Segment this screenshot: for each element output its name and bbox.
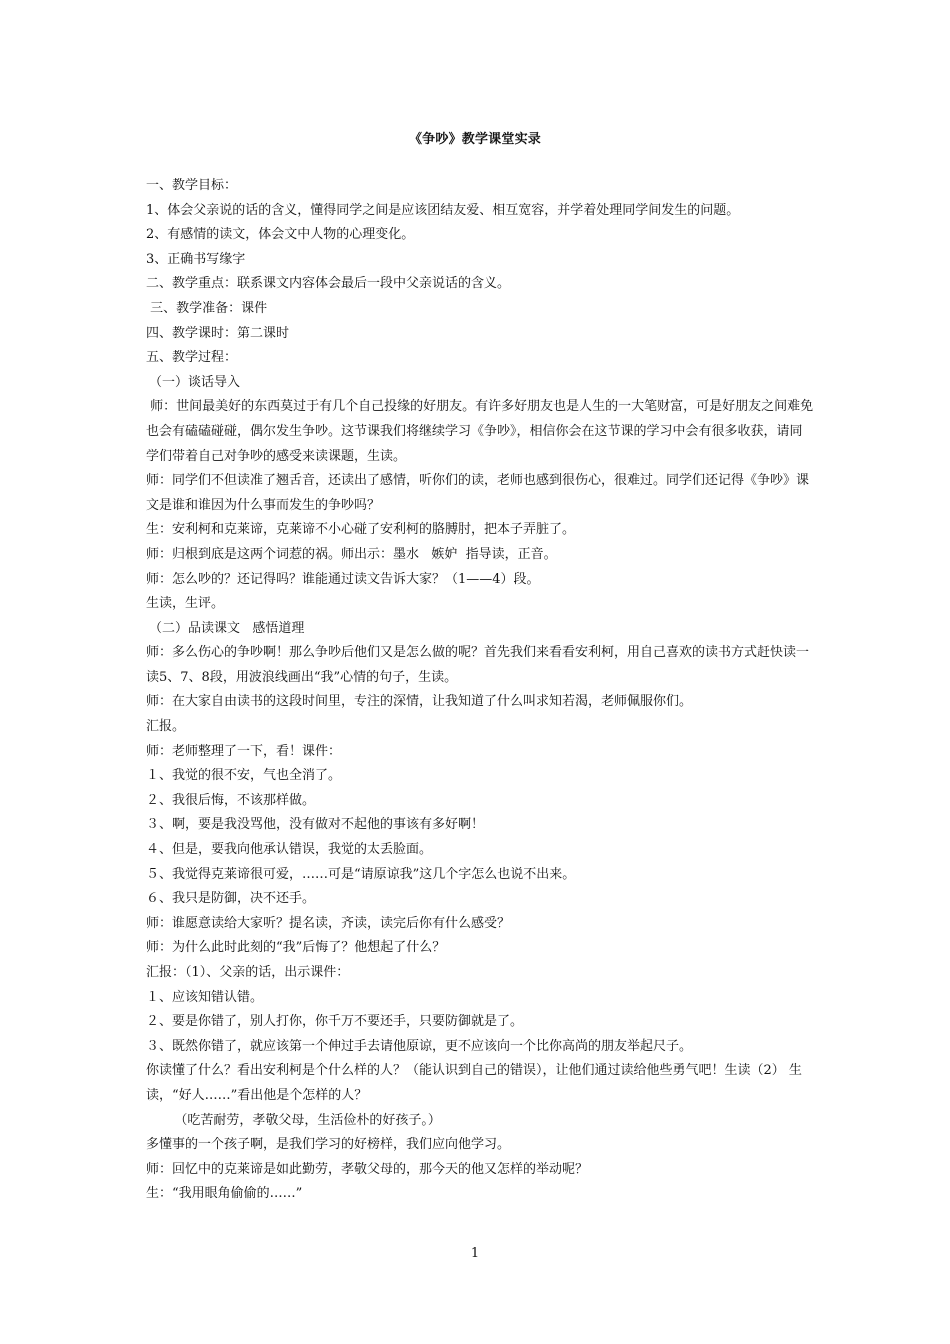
paragraph: 二、教学重点：联系课文内容体会最后一段中父亲说话的含义。 [146, 276, 511, 292]
list-item: １、我觉的很不安，气也全消了。 [146, 768, 342, 784]
paragraph: 师：老师整理了一下，看！课件： [146, 743, 342, 759]
paragraph: 师：谁愿意读给大家听？提名读，齐读，读完后你有什么感受？ [146, 915, 511, 931]
list-item: ３、既然你错了，就应该第一个伸过手去请他原谅，更不应该向一个比你高尚的朋友举起尺子。 [146, 1038, 693, 1054]
paragraph: 师：在大家自由读书的这段时间里，专注的深情，让我知道了什么叫求知若渴，老师佩服你们。 [146, 694, 693, 710]
paragraph: 3、正确书写缘字 [146, 251, 246, 267]
list-item: ６、我只是防御，决不还手。 [146, 891, 316, 907]
paragraph: 师：归根到底是这两个词惹的祸。师出示：墨水 嫉妒 指导读，正音。 [146, 546, 557, 562]
list-item: １、应该知错认错。 [146, 989, 264, 1005]
paragraph: 2、有感情的读文，体会文中人物的心理变化。 [146, 227, 415, 243]
paragraph: 生：安利柯和克莱谛，克莱谛不小心碰了安利柯的胳膊肘，把本子弄脏了。 [146, 522, 576, 538]
paragraph: 你读懂了什么？看出安利柯是个什么样的人？（能认识到自己的错误），让他们通过读给他些勇气吧！生读（2） 生读，“好人……”看出他是个怎样的人？ [146, 1063, 802, 1103]
list-item: ２、我很后悔，不该那样做。 [146, 792, 316, 808]
list-item: ５、我觉得克莱谛很可爱，……可是“请原谅我”这几个字怎么也说不出来。 [146, 866, 576, 882]
document-body [146, 174, 814, 1207]
paragraph: 师：世间最美好的东西莫过于有几个自己投缘的好朋友。有许多好朋友也是人生的一大笔财富，可是好朋友之间难免也会有磕磕碰碰，偶尔发生争吵。这节课我们将继续学习《争吵》，相信你会在这节课的学习中会有很多收获，请同学们带着自己对争吵的感受来读课题，生读。 [146, 399, 814, 464]
paragraph: 师：怎么吵的？还记得吗？谁能通过读文告诉大家？（1——4）段。 [146, 571, 540, 587]
paragraph: 师：同学们不但读准了翘舌音，还读出了感情，听你们的读，老师也感到很伤心，很难过。同学们还记得《争吵》课文是谁和谁因为什么事而发生的争吵吗？ [146, 473, 810, 513]
paragraph: 四、教学课时：第二课时 [146, 325, 290, 341]
page-number: 1 [470, 1246, 480, 1261]
paragraph: 汇报。 [146, 719, 186, 735]
paragraph: 五、教学过程： [146, 350, 238, 366]
paragraph: （吃苦耐劳，孝敬父母，生活俭朴的好孩子。） [162, 1112, 441, 1128]
list-item: ２、要是你错了，别人打你，你千万不要还手，只要防御就是了。 [146, 1014, 524, 1030]
paragraph: 师：为什么此时此刻的“我”后悔了？他想起了什么？ [146, 940, 446, 956]
paragraph: 一、教学目标： [146, 178, 238, 193]
paragraph: 1、体会父亲说的话的含义，懂得同学之间是应该团结友爱、相互宽容，并学着处理同学间发生的问题。 [146, 202, 740, 218]
list-item: ３、啊，要是我没骂他，没有做对不起他的事该有多好啊！ [146, 817, 485, 833]
list-item: ４、但是，要我向他承认错误，我觉的太丢脸面。 [146, 842, 433, 858]
section-heading: （一）谈话导入 [149, 374, 241, 390]
section-heading: （二）品读课文 感悟道理 [149, 620, 305, 636]
document-title: 《争吵》教学课堂实录 [408, 132, 541, 147]
paragraph: 师：回忆中的克莱谛是如此勤劳，孝敬父母的，那今天的他又怎样的举动呢？ [146, 1161, 589, 1177]
paragraph: 生读，生评。 [146, 596, 225, 612]
paragraph: 生：“我用眼角偷偷的……” [146, 1186, 303, 1202]
paragraph: 汇报：（1）、父亲的话，出示课件： [146, 965, 350, 980]
paragraph: 三、教学准备：课件 [146, 300, 268, 316]
paragraph: 师：多么伤心的争吵啊！那么争吵后他们又是怎么做的呢？首先我们来看看安利柯，用自己喜欢的读书方式赶快读一读5、7、8段，用波浪线画出“我”心情的句子，生读。 [146, 645, 810, 685]
paragraph: 多懂事的一个孩子啊，是我们学习的好榜样，我们应向他学习。 [146, 1137, 511, 1153]
